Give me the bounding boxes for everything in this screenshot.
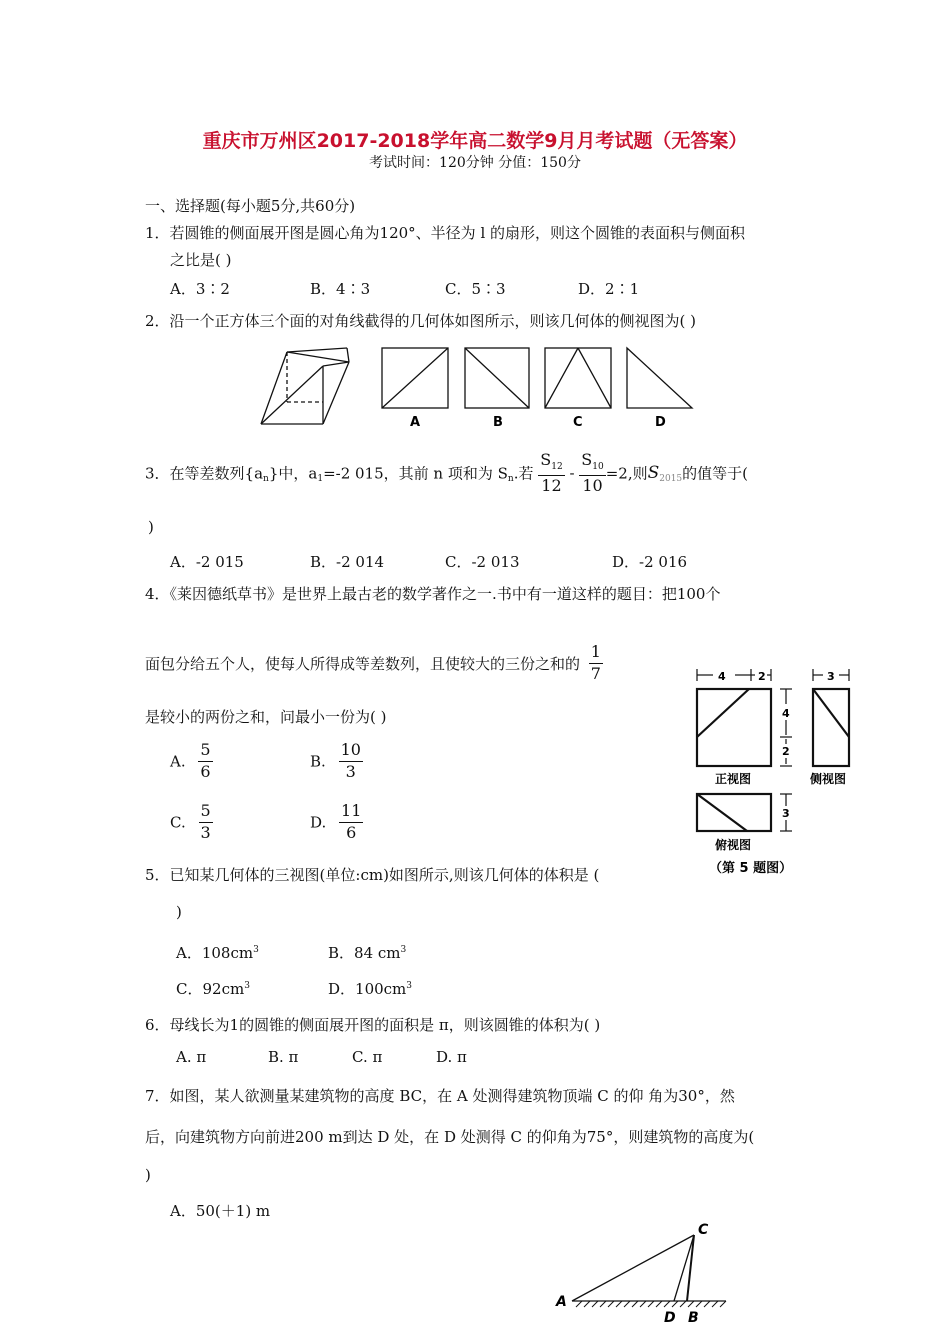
side-view (813, 689, 849, 766)
q3-option-c: C．-2 013 (445, 553, 520, 571)
q3-mid2: =-2 015，其前 n 项和为 S (323, 464, 508, 483)
q4-option-d: D. $\frac{11}{6}$ (310, 801, 362, 842)
q4-option-a: A. $\frac{5}{6}$ (170, 740, 211, 781)
q3-mid1: }中，a (268, 464, 318, 483)
q3-sub-n: n (263, 474, 269, 485)
exam-info: 考试时间：120分钟 分值：150分 (369, 155, 581, 171)
q4-fraction: $\frac{1}{7}$ (590, 642, 601, 683)
q1-option-d: D．2∶1 (578, 280, 640, 298)
q5-option-d: D．$100cm^3$ (328, 980, 413, 998)
q6-option-d: D. π (436, 1048, 467, 1066)
view-option-d (627, 348, 692, 408)
q3-line (145, 452, 748, 494)
q3-option-a: A．-2 015 (170, 553, 244, 571)
q3-option-d: D．-2 016 (612, 553, 688, 571)
q1-line1: 1．若圆锥的侧面展开图是圆心角为120°、半径为 l 的扇形，则这个圆锥的表面积与侧面积 (145, 224, 746, 242)
point-c-label: C (698, 1222, 709, 1238)
q3-minus: - (564, 464, 580, 483)
view-option-a (382, 348, 448, 408)
front-view (697, 689, 771, 766)
q2-text: 2．沿一个正方体三个面的对角线截得的几何体如图所示，则该几何体的侧视图为( ) (145, 312, 697, 330)
top-view-label: 俯视图 (715, 838, 752, 852)
figure-caption: （第 5 题图） (709, 861, 793, 876)
top-view (697, 794, 771, 831)
q3-sub-n2: n (507, 474, 514, 485)
option-label-c: C (573, 415, 583, 430)
view-option-c (545, 348, 611, 408)
q1-option-a: A．3∶2 (170, 280, 230, 298)
option-label-b: B (493, 415, 503, 430)
q3-option-b: B．-2 014 (310, 553, 385, 571)
q5-option-b: B．84 $cm^3$ (328, 944, 407, 962)
q1-line2: 之比是( ) (170, 251, 232, 269)
q3-pre: 3．在等差数列{a (145, 464, 264, 483)
q3-fraction-1: $\frac{S_{12}}{12}$ (540, 450, 563, 495)
ground-hatch (576, 1301, 726, 1307)
q7-line1: 7．如图，某人欲测量某建筑物的高度 BC，在 A 处测得建筑物顶端 C 的仰 角为30°，然 (145, 1087, 735, 1105)
dim-right-lower: 2 (782, 745, 790, 758)
option-label-d: D (655, 415, 666, 430)
point-b-label: B (688, 1310, 699, 1326)
q6-text: 6．母线长为1的圆锥的侧面展开图的面积是 π，则该圆锥的体积为( ) (145, 1016, 601, 1034)
q7-option-a: A．50(＋1) m (170, 1202, 271, 1220)
three-view-figure (685, 662, 865, 880)
q3-close: ) (148, 518, 154, 536)
section-heading: 一、选择题(每小题5分,共60分) (145, 197, 356, 215)
q3-s: S (647, 463, 660, 484)
dim-top-right: 2 (758, 670, 766, 683)
q4-option-b: B. $\frac{10}{3}$ (310, 740, 361, 781)
q1-option-c: C．5∶3 (445, 280, 506, 298)
q3-sub-1: 1 (317, 474, 324, 485)
q5-option-c: C．$92cm^3$ (176, 980, 250, 998)
q2-figure (255, 340, 705, 435)
page-title: 重庆市万州区2017-2018学年高二数学9月月考试题（无答案） (202, 130, 748, 152)
dim-right-upper: 4 (782, 707, 790, 720)
point-a-label: A (556, 1294, 567, 1310)
dim-side-top: 3 (827, 670, 835, 683)
q6-option-b: B. π (268, 1048, 299, 1066)
q3-fraction-2: $\frac{S_{10}}{10}$ (581, 450, 604, 495)
q3-post: =2,则 (605, 464, 648, 483)
q7-line3: ) (145, 1166, 151, 1184)
q4-line1: 4．《莱因德纸草书》是世界上最古老的数学著作之一.书中有一道这样的题目：把100个 (145, 585, 721, 603)
option-label-a: A (410, 415, 421, 430)
dim-top-left: 4 (718, 670, 726, 683)
q5-close: ) (176, 903, 182, 921)
point-d-label: D (664, 1310, 676, 1326)
q3-tail: 的值等于( (682, 464, 749, 483)
q4-line3: 是较小的两份之和，问最小一份为( ) (145, 708, 387, 726)
q7-figure (550, 1212, 740, 1334)
q6-option-a: A. π (176, 1048, 207, 1066)
q4-option-c: C. $\frac{5}{3}$ (170, 801, 211, 842)
q5-line1: 5．已知某几何体的三视图(单位:cm)如图所示,则该几何体的体积是 ( (145, 866, 600, 884)
dim-bottom-right: 3 (782, 807, 790, 820)
q4-line2: 面包分给五个人，使每人所得成等差数列，且使较大的三份之和的 $\frac{1}{7}$ (145, 642, 601, 683)
view-option-b (465, 348, 529, 408)
solid-figure (261, 348, 349, 424)
q6-option-c: C. π (352, 1048, 383, 1066)
q3-s-sub: 2015 (659, 474, 683, 485)
q7-line2: 后，向建筑物方向前进200 m到达 D 处，在 D 处测得 C 的仰角为75°，则建筑物的高度为( (145, 1128, 755, 1146)
q1-option-b: B．4∶3 (310, 280, 371, 298)
q5-option-a: A．$108cm^3$ (176, 944, 259, 962)
front-view-label: 正视图 (715, 772, 752, 786)
side-view-label: 侧视图 (810, 772, 847, 786)
q3-mid3: .若 (513, 464, 534, 483)
